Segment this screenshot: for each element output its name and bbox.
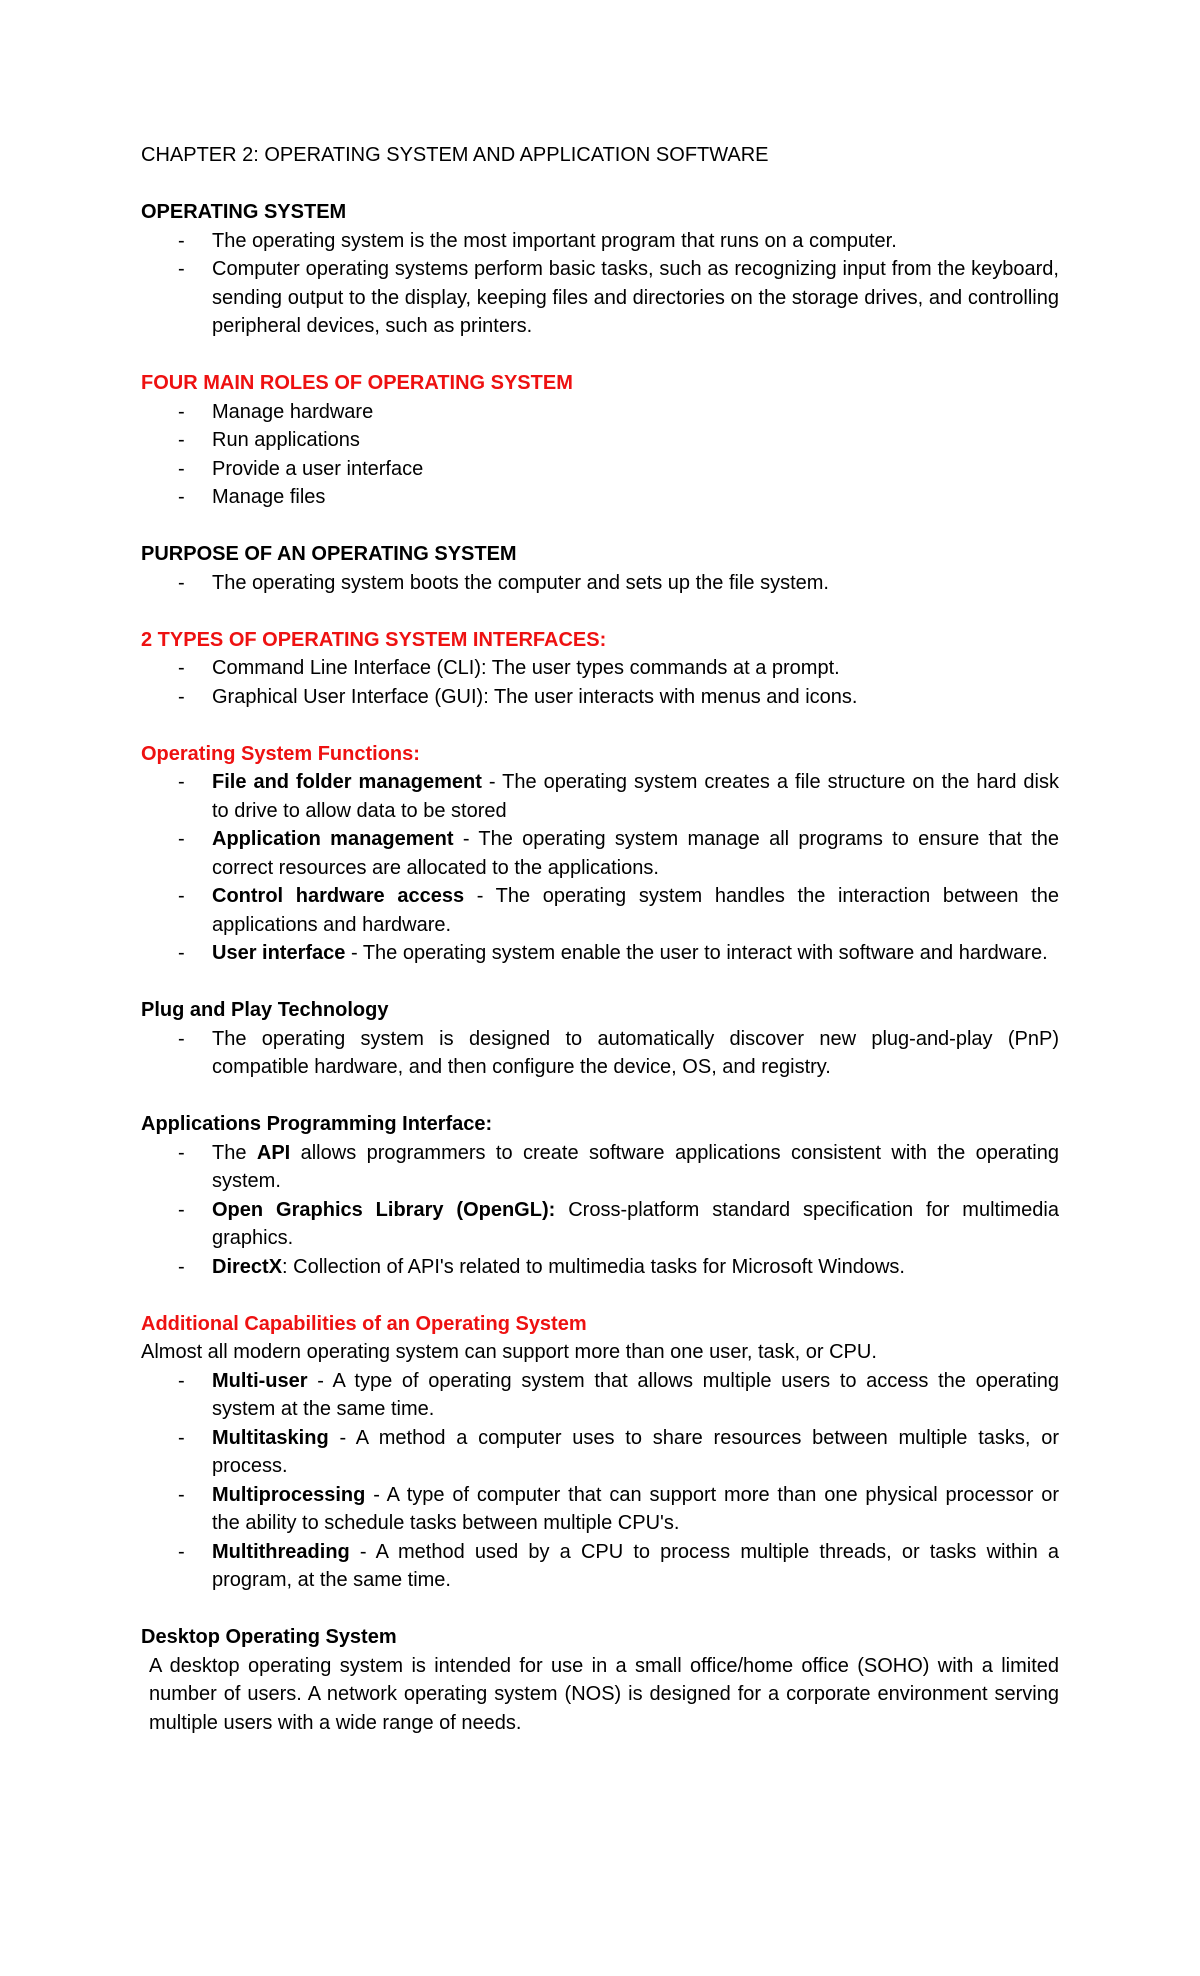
- section-purpose: [141, 540, 1059, 597]
- list-item-term: Multitasking: [212, 1426, 329, 1449]
- list-item: [141, 255, 1059, 341]
- section-functions: [141, 740, 1059, 968]
- section-heading: Applications Programming Interface:: [141, 1113, 493, 1135]
- list-item-text: Command Line Interface (CLI): The user types commands at a prompt.: [212, 657, 840, 679]
- list-item-text: Graphical User Interface (GUI): The user interacts with menus and icons.: [212, 685, 858, 708]
- document-content: [141, 141, 1059, 1737]
- list-item-text: - A method used by a CPU to process multiple threads, or tasks within a program, at the same time.: [212, 1540, 1059, 1591]
- dash-marker: -: [178, 229, 185, 252]
- section-heading: OPERATING SYSTEM: [141, 201, 347, 223]
- dash-marker: -: [178, 429, 185, 451]
- section-heading: Operating System Functions:: [141, 742, 420, 765]
- list-item-term: Multithreading: [212, 1540, 350, 1563]
- list-item: [141, 227, 1059, 256]
- list-item-term: User interface: [212, 942, 346, 964]
- bullet-list: [141, 1025, 1059, 1082]
- list-item: [141, 1424, 1059, 1481]
- list-item-term: API: [256, 1141, 291, 1164]
- chapter-title: CHAPTER 2: OPERATING SYSTEM AND APPLICATION SOFTWARE: [141, 144, 769, 166]
- list-item-term: Control hardware access: [212, 885, 465, 907]
- dash-marker: -: [178, 258, 185, 280]
- dash-marker: -: [178, 1483, 185, 1506]
- list-item-term: Application management: [212, 828, 454, 850]
- section-interfaces: [141, 626, 1059, 712]
- list-item-text: - A method a computer uses to share resources between multiple tasks, or process.: [212, 1426, 1059, 1477]
- dash-marker: -: [178, 1141, 185, 1164]
- list-item-term: Multiprocessing: [212, 1483, 366, 1506]
- list-item: [141, 1481, 1059, 1538]
- list-item: [141, 426, 1059, 455]
- dash-marker: -: [178, 1426, 185, 1449]
- section-paragraph: A desktop operating system is intended for use in a small office/home office (SOHO) with a limited number of users. A network operating system (NOS) is designed for a corporate environment serving multiple users with a wide range of needs.: [149, 1654, 1059, 1734]
- list-item: [141, 825, 1059, 882]
- section-api: [141, 1110, 1059, 1281]
- list-item: [141, 398, 1059, 427]
- list-item-text: Manage files: [212, 486, 326, 508]
- list-item-text: Run applications: [212, 429, 360, 451]
- list-item-term: DirectX: [212, 1255, 283, 1278]
- section-heading: 2 TYPES OF OPERATING SYSTEM INTERFACES:: [141, 628, 607, 651]
- list-item-text: The operating system boots the computer and sets up the file system.: [212, 571, 829, 594]
- list-item-text: allows programmers to create software applications consistent with the operating system.: [212, 1141, 1059, 1192]
- list-item-text: - A type of operating system that allows multiple users to access the operating system at the same time.: [212, 1369, 1059, 1420]
- section-desktop-os: [141, 1623, 1059, 1737]
- list-item-term: Open Graphics Library (OpenGL):: [212, 1198, 556, 1221]
- dash-marker: -: [178, 657, 185, 679]
- dash-marker: -: [178, 685, 185, 708]
- list-item: [141, 455, 1059, 484]
- list-item-text: Provide a user interface: [212, 457, 424, 480]
- dash-marker: -: [178, 1540, 185, 1563]
- bullet-list: [141, 227, 1059, 341]
- list-item: [141, 1025, 1059, 1082]
- list-item: [141, 939, 1059, 968]
- dash-marker: -: [178, 486, 185, 508]
- list-item-text: - A type of computer that can support more than one physical processor or the ability to schedule tasks between multiple CPU's.: [212, 1483, 1059, 1534]
- dash-marker: -: [178, 457, 185, 480]
- list-item-text: Manage hardware: [212, 400, 374, 423]
- dash-marker: -: [178, 1369, 185, 1392]
- list-item: [141, 1538, 1059, 1595]
- list-item: [141, 1196, 1059, 1253]
- list-item-text: The operating system is the most important program that runs on a computer.: [212, 229, 897, 252]
- list-item: [141, 768, 1059, 825]
- list-item-text: The operating system is designed to automatically discover new plug-and-play (PnP) compatible hardware, and then configure the device, OS, and registry.: [212, 1027, 1059, 1078]
- list-item-text: Cross-platform standard specification for multimedia graphics.: [212, 1198, 1059, 1249]
- dash-marker: -: [178, 1027, 185, 1050]
- dash-marker: -: [178, 942, 185, 964]
- section-plug-and-play: [141, 996, 1059, 1082]
- list-item: [141, 1139, 1059, 1196]
- section-heading: FOUR MAIN ROLES OF OPERATING SYSTEM: [141, 372, 573, 394]
- bullet-list: [141, 1139, 1059, 1282]
- list-item-text: - The operating system creates a file structure on the hard disk to drive to allow data to be stored: [212, 771, 1059, 822]
- section-additional-capabilities: [141, 1310, 1059, 1595]
- list-item: [141, 1253, 1059, 1282]
- bullet-list: [141, 654, 1059, 711]
- dash-marker: -: [178, 400, 185, 423]
- list-item-text: : Collection of API's related to multimedia tasks for Microsoft Windows.: [282, 1255, 905, 1278]
- section-four-main-roles: [141, 369, 1059, 512]
- list-item: [141, 882, 1059, 939]
- dash-marker: -: [178, 1255, 185, 1278]
- section-heading: PURPOSE OF AN OPERATING SYSTEM: [141, 543, 517, 565]
- bullet-list: [141, 569, 1059, 598]
- list-item: [141, 683, 1059, 712]
- list-item-text: - The operating system manage all programs to ensure that the correct resources are allocated to the applications.: [212, 828, 1059, 879]
- dash-marker: -: [178, 571, 185, 594]
- section-heading: Additional Capabilities of an Operating System: [141, 1312, 587, 1335]
- list-item: [141, 483, 1059, 512]
- section-operating-system: [141, 198, 1059, 341]
- list-item: [141, 1367, 1059, 1424]
- list-item: [141, 569, 1059, 598]
- dash-marker: -: [178, 771, 185, 793]
- bullet-list: [141, 768, 1059, 968]
- list-item: [141, 654, 1059, 683]
- bullet-list: [141, 398, 1059, 512]
- section-intro: Almost all modern operating system can support more than one user, task, or CPU.: [141, 1341, 877, 1363]
- list-item-term: Multi-user: [212, 1369, 308, 1392]
- bullet-list: [141, 1367, 1059, 1595]
- dash-marker: -: [178, 828, 185, 850]
- dash-marker: -: [178, 1198, 185, 1221]
- section-heading: Plug and Play Technology: [141, 999, 389, 1021]
- dash-marker: -: [178, 885, 185, 907]
- list-item-text: - The operating system enable the user to interact with software and hardware.: [345, 942, 1048, 964]
- list-item-text: Computer operating systems perform basic tasks, such as recognizing input from the keyboard, sending output to the display, keeping files and directories on the storage drives, and controlling peripheral devices, such as printers.: [212, 258, 1059, 337]
- section-heading: Desktop Operating System: [141, 1626, 397, 1648]
- list-item-text: - The operating system handles the interaction between the applications and hardware.: [212, 885, 1059, 936]
- list-item-prefix: The: [212, 1141, 257, 1164]
- list-item-term: File and folder management: [212, 771, 482, 793]
